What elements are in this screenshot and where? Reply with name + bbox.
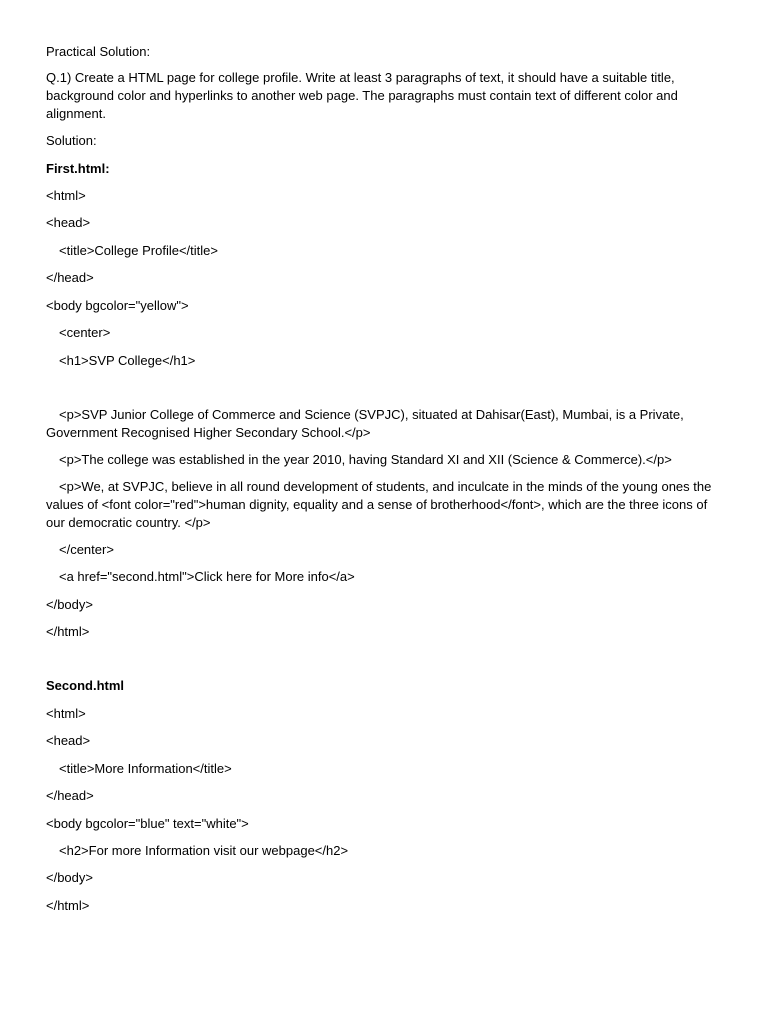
code-line: </body> (46, 597, 93, 612)
code-line: <body bgcolor="blue" text="white"> (46, 816, 249, 831)
code-line: <html> (46, 706, 86, 721)
first-file-name: First.html: (46, 161, 110, 176)
code-line: <head> (46, 733, 91, 748)
code-line: <title>More Information</title> (59, 761, 232, 776)
code-line: </html> (46, 898, 90, 913)
code-line: </center> (59, 542, 114, 557)
code-line: <p>We, at SVPJC, believe in all round development of students, and inculcate in the minds of the young ones the values of <font color="red">human dignity, equality and a sense of brotherhood</font>, which are the three icons of our democratic country. </p> (46, 479, 712, 530)
code-line: </head> (46, 270, 94, 285)
code-line: <body bgcolor="yellow"> (46, 298, 189, 313)
solution-label: Solution: (46, 133, 97, 148)
code-line: <h1>SVP College</h1> (59, 353, 196, 368)
code-line: <a href="second.html">Click here for More info</a> (59, 569, 355, 584)
code-line: <head> (46, 215, 91, 230)
question-text: Q.1) Create a HTML page for college profile. Write at least 3 paragraphs of text, it should have a suitable title, background color and hyperlinks to another web page. The paragraphs must contain text of different color and alignment. (46, 70, 678, 121)
code-line: <center> (59, 325, 111, 340)
code-line: <p>The college was established in the year 2010, having Standard XI and XII (Science & Commerce).</p> (59, 452, 672, 467)
code-line: <html> (46, 188, 86, 203)
code-line: </head> (46, 788, 94, 803)
code-line: <p>SVP Junior College of Commerce and Science (SVPJC), situated at Dahisar(East), Mumbai, is a Private, Government Recognised Higher Secondary School.</p> (46, 407, 684, 440)
code-line: <title>College Profile</title> (59, 243, 218, 258)
document-heading: Practical Solution: (46, 44, 151, 59)
second-file-name: Second.html (46, 678, 125, 693)
code-line: </html> (46, 624, 90, 639)
code-line: </body> (46, 870, 93, 885)
code-line: <h2>For more Information visit our webpage</h2> (59, 843, 349, 858)
